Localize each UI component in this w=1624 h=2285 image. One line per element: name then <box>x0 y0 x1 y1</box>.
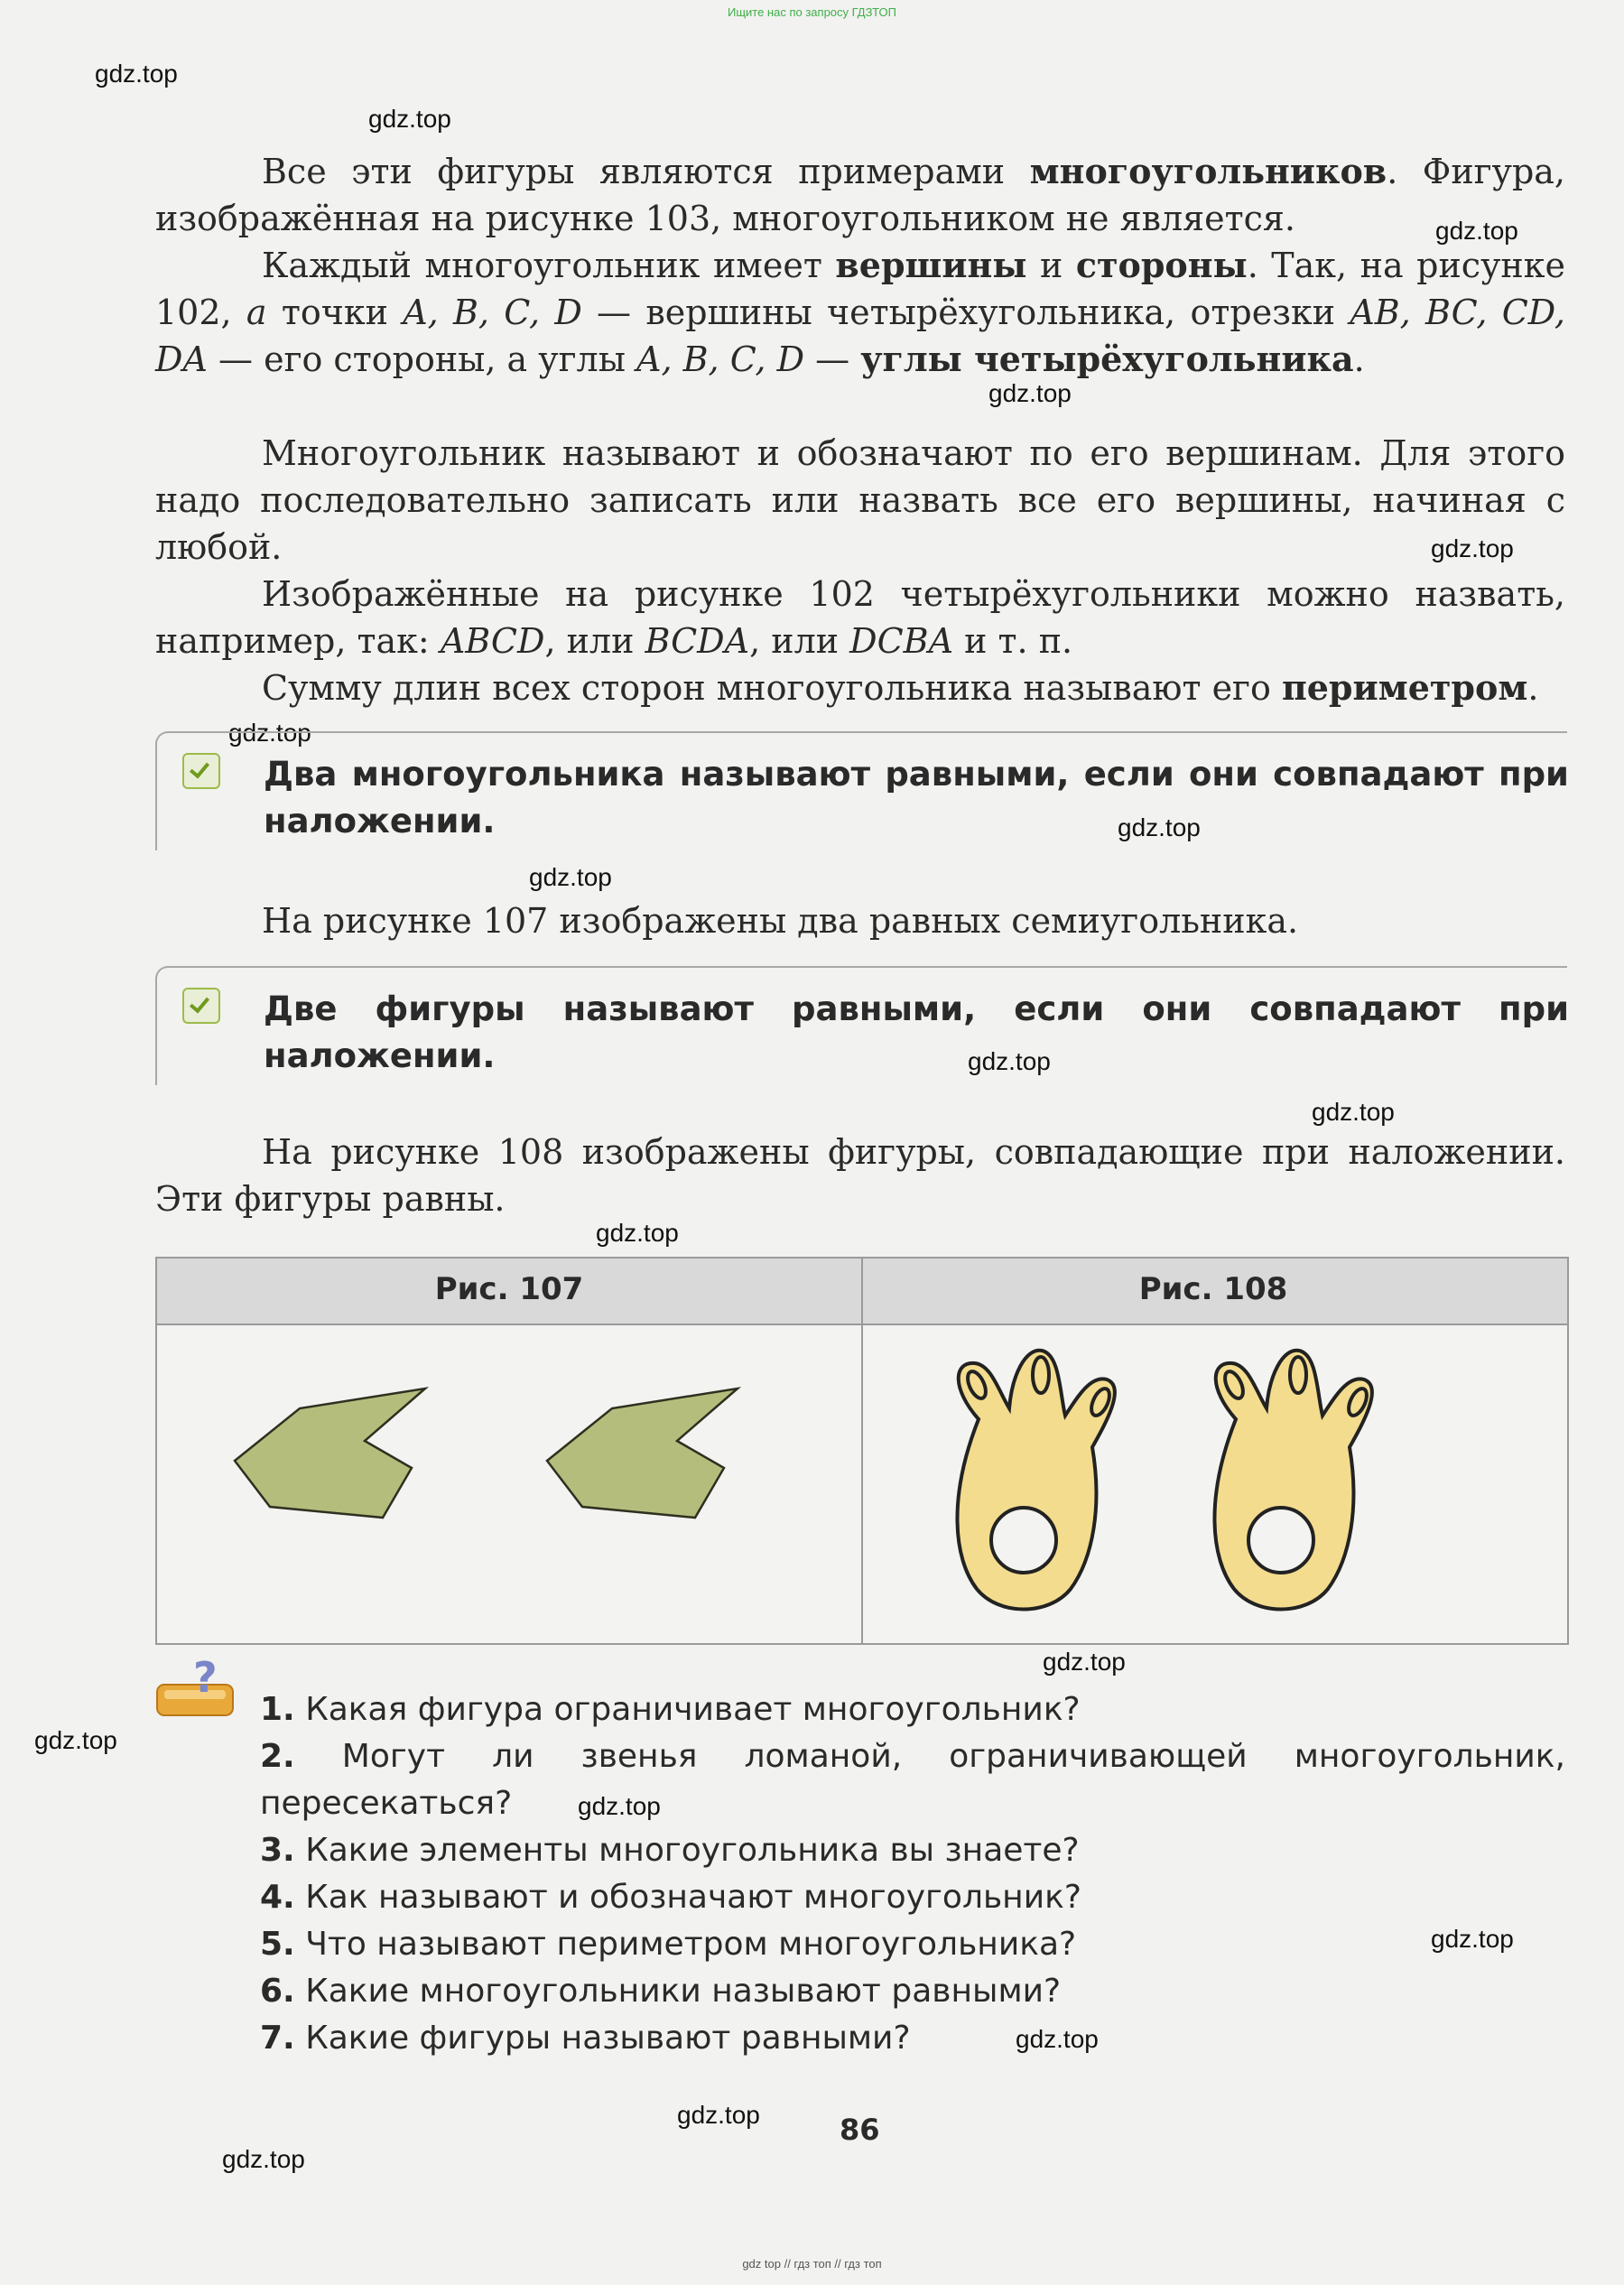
watermark: gdz.top <box>1431 534 1514 562</box>
paragraph-naming-example: Изображённые на рисунке 102 четырёхугольники можно назвать, например, так: ABCD, или BCDA, или DCBA и т. п. <box>155 574 1565 661</box>
rule-text: Два многоугольника называют равными, если они совпадают при наложении. <box>264 755 1569 841</box>
rule-box-equal-polygons <box>155 731 1567 850</box>
watermark: gdz.top <box>988 379 1072 407</box>
paragraph-fig108: На рисунке 108 изображены фигуры, совпадающие при наложении. Эти фигуры равны. <box>155 1132 1565 1219</box>
checkmark-icon <box>182 988 220 1024</box>
watermark: gdz.top <box>228 719 311 747</box>
watermark: gdz.top <box>1118 813 1201 841</box>
fig107-heptagons <box>157 1325 861 1641</box>
watermark: gdz.top <box>1435 217 1518 245</box>
watermark: gdz.top <box>1312 1098 1395 1126</box>
question-item: 5. Что называют периметром многоугольника? <box>260 1926 1077 1963</box>
watermark: gdz.top <box>578 1792 661 1820</box>
caption-fig107: Рис. 107 <box>434 1271 584 1307</box>
question-item: 4. Как называют и обозначают многоугольник? <box>260 1879 1081 1916</box>
top-banner: Ищите нас по запросу ГДЗТОП <box>727 5 896 19</box>
question-item: 6. Какие многоугольники называют равными? <box>260 1973 1062 2010</box>
paragraph-polygons-intro: Все эти фигуры являются примерами многоугольников. Фигура, изображённая на рисунке 103, многоугольником не является. <box>155 151 1566 238</box>
paragraph-naming: Многоугольник называют и обозначают по его вершинам. Для этого надо последовательно записать или назвать все его вершины, начиная с любой. <box>155 433 1565 567</box>
question-item: 2. Могут ли звенья ломаной, ограничивающей многоугольник, пересекаться? <box>260 1738 1565 1822</box>
watermark: gdz.top <box>596 1219 679 1247</box>
question-icon <box>153 1659 240 1723</box>
rule-box-equal-figures <box>155 966 1567 1085</box>
footer: gdz top // гдз топ // гдз топ <box>742 2257 882 2271</box>
watermark: gdz.top <box>222 2145 305 2173</box>
fig108-paws <box>863 1325 1565 1641</box>
question-item: 3. Какие элементы многоугольника вы знаете? <box>260 1832 1080 1869</box>
watermark: gdz.top <box>968 1047 1051 1075</box>
paw-right <box>1214 1351 1371 1610</box>
figures-table <box>155 1257 1569 1645</box>
watermark: gdz.top <box>677 2101 760 2129</box>
checkmark-icon <box>182 753 220 789</box>
paw-left <box>957 1351 1114 1610</box>
paragraph-fig107: На рисунке 107 изображены два равных семиугольника. <box>262 901 1299 941</box>
heptagon-left <box>235 1389 425 1518</box>
watermark: gdz.top <box>1431 1925 1514 1953</box>
paragraph-vertices-sides: Каждый многоугольник имеет вершины и стороны. Так, на рисунке 102, а точки A, B, C, D — вершины четырёхугольника, отрезки AB, BC, CD, DA — его стороны, а углы A, B, C, D — углы четырёхугольника. <box>155 245 1565 379</box>
question-item: 1. Какая фигура ограничивает многоугольник? <box>260 1691 1081 1728</box>
watermark: gdz.top <box>1043 1648 1126 1676</box>
watermark: gdz.top <box>1016 2025 1099 2053</box>
question-item: 7. Какие фигуры называют равными? <box>260 2020 911 2057</box>
paragraph-perimeter: Сумму длин всех сторон многоугольника называют его периметром. <box>262 667 1539 708</box>
heptagon-right <box>547 1389 738 1518</box>
review-questions <box>260 1686 1565 2062</box>
caption-fig108: Рис. 108 <box>1138 1271 1288 1307</box>
watermark: gdz.top <box>368 105 451 133</box>
page-number: 86 <box>840 2113 880 2147</box>
rule-text: Две фигуры называют равными, если они совпадают при наложении. <box>264 989 1569 1075</box>
svg-text:?: ? <box>193 1659 218 1702</box>
watermark: gdz.top <box>95 60 178 88</box>
watermark: gdz.top <box>34 1726 117 1754</box>
watermark: gdz.top <box>529 863 612 891</box>
